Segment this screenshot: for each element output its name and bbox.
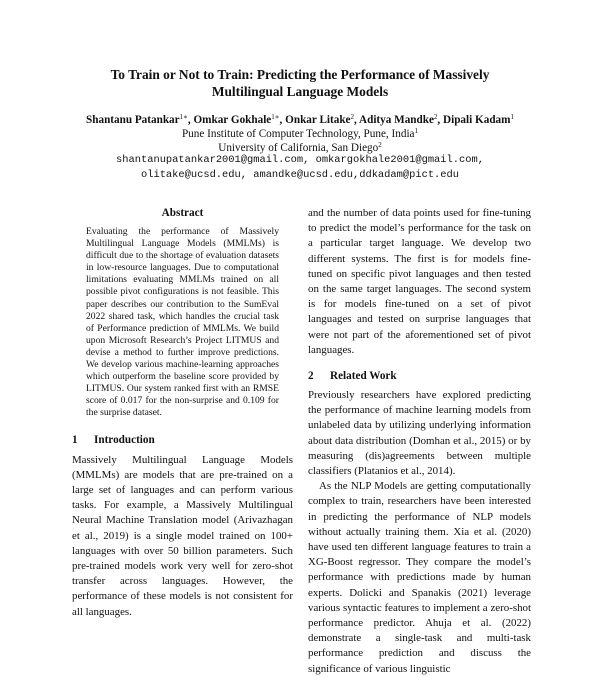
related-work-paragraph-2: As the NLP Models are getting computationally complex to train, researchers have been interested in predicting the performance of NLP models without actually training them. Xia et al. (2020) have used ten different language features to train a XG-Boost regressor. They compare the model’s performance with predictions made by human experts. Dolicki and Spanakis (2021) leverage various syntactic features to implement a zero-shot performance predictor. Ahuja et al. (2022) demonstrate a single-task and multi-task performance prediction and discuss the significance of various linguistic <box>308 480 531 675</box>
section-title: Related Work <box>330 370 397 383</box>
author-separator: , <box>354 114 360 126</box>
related-work-heading <box>308 369 531 383</box>
introduction-text: Massively Multilingual Language Models (MMLMs) are models that are pre-trained on a large set of languages and can perform various tasks. For example, a Massively Multilingual Neural Machine Translation model (Arivazhagan et al., 2019) is a single model trained on 100+ languages with over 50 billion parameters. Such pre-trained models work very well for zero-shot transfer across languages. However, the performance of these models is not consistent for all languages. <box>72 453 293 618</box>
section-number: 1 <box>72 433 78 446</box>
author-separator: , <box>187 114 194 126</box>
author-name: Shantanu Patankar <box>86 114 180 126</box>
author-name: Omkar Gokhale <box>193 114 272 126</box>
paper-title-line-1: To Train or Not to Train: Predicting the Performance of Massively <box>110 67 490 82</box>
author-separator: , <box>437 114 444 126</box>
author-affiliation-mark: 1 <box>510 113 514 121</box>
affiliation-name: Pune Institute of Computer Technology, Pune, India <box>181 128 415 140</box>
introduction-heading <box>72 433 293 447</box>
related-work-paragraph-1: Previously researchers have explored predicting the performance of machine learning models from unlabeled data by utilizing underlying information about data distribution (Domhan et al., 2015) or by measuring (dis)agreements between multiple classifiers (Platanios et al., 2014). <box>308 389 531 478</box>
affiliation-mark: 1 <box>414 127 419 135</box>
introduction-continuation: and the number of data points used for fine-tuning to predict the model’s performance for the task on a particular target language. We develop two different systems. The first is for models fine-tuned on specific pivot languages and then tested on the same target languages. The second system is for models fine-tuned on a set of pivot languages and tested on surprise languages that were not part of the aforementioned set of pivot languages. <box>308 207 531 356</box>
author-name: Aditya Mandke <box>359 114 434 126</box>
abstract-text: Evaluating the performance of Massively Multilingual Language Models (MMLMs) is difficult due to the shortage of evaluation datasets in low-resource languages. Due to computational limitations evaluating MMLMs trained on all possible pivot configurations is not feasible. This paper describes our contribution to the SumEval 2022 shared task, which handles the crucial task of Performance prediction of MMLMs. We build upon Microsoft Research’s Project LITMUS and devise a method to further improve predictions. We develop various machine-learning approaches which outperform the baseline score provided by LITMUS. Our system ranked first with an RMSE score of 0.017 for the non-surprise and 0.109 for the surprise dataset. <box>86 226 279 419</box>
author-affiliation-mark: 1∗ <box>271 113 280 121</box>
affiliation-mark: 2 <box>378 141 382 149</box>
affiliation-name: University of California, San Diego <box>218 142 379 154</box>
author-affiliation-mark: 2 <box>433 113 438 121</box>
author-name: Onkar Litake <box>285 114 351 126</box>
author-emails-line-1: shantanupatankar2001@gmail.com, omkargokhale2001@gmail.com, <box>116 154 484 166</box>
left-column <box>72 200 293 620</box>
author-separator: , <box>279 114 286 126</box>
author-name: Dipali Kadam <box>443 114 511 126</box>
paper-title-line-2: Multilingual Language Models <box>211 84 389 99</box>
right-column <box>308 206 531 677</box>
abstract-heading: Abstract <box>161 207 204 219</box>
author-affiliation-mark: 1∗ <box>179 113 188 121</box>
section-number: 2 <box>308 370 314 383</box>
author-emails-line-2: olitake@ucsd.edu, amandke@ucsd.edu,ddkadam@pict.edu <box>140 169 459 181</box>
author-affiliation-mark: 2 <box>350 113 355 121</box>
section-title: Introduction <box>94 433 155 446</box>
